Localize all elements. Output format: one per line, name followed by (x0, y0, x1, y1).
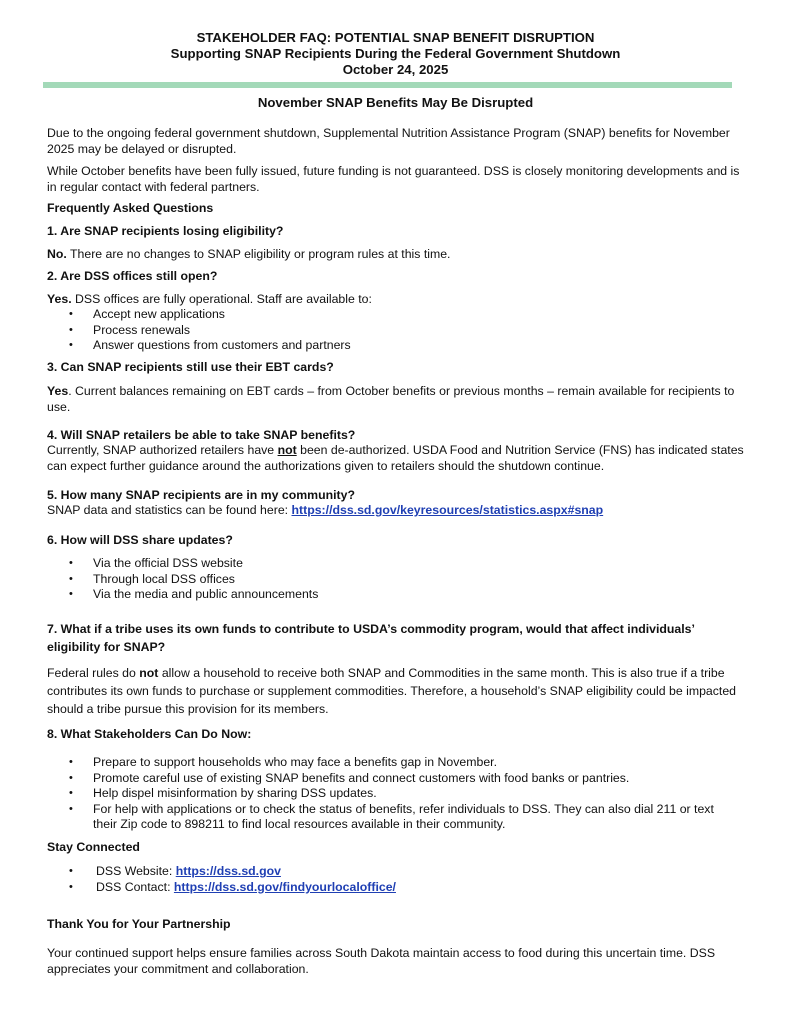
answer-lead: Yes (47, 384, 69, 398)
answer-lead: No. (47, 247, 67, 261)
document-title: STAKEHOLDER FAQ: POTENTIAL SNAP BENEFIT DISRUPTION (196, 30, 595, 45)
answer-text: There are no changes to SNAP eligibility or program rules at this time. (66, 247, 451, 261)
answer-text: . Current balances remaining on EBT cards – from October benefits or previous months – remain available for recipients to use. (47, 384, 735, 414)
document-date: October 24, 2025 (342, 62, 449, 77)
faq-answer-7 (47, 664, 747, 718)
faq-question-2: 2. Are DSS offices still open? (47, 269, 218, 283)
faq-answer-3 (47, 384, 747, 415)
faq-question-5: 5. How many SNAP recipients are in my community? (47, 488, 355, 502)
closing-heading: Thank You for Your Partnership (47, 917, 231, 931)
answer-text: been de-authorized. USDA Food and Nutrition Service (FNS) has indicated states can expect further guidance around the authorizations given to retailers should the shutdown continue. (47, 443, 744, 473)
list-item: • Via the media and public announcements (47, 587, 747, 603)
answer-text: DSS offices are fully operational. Staff are available to: (71, 292, 372, 306)
list-item: • Via the official DSS website (47, 556, 747, 572)
faq-question-3: 3. Can SNAP recipients still use their EBT cards? (47, 360, 334, 374)
faq-heading: Frequently Asked Questions (47, 201, 214, 215)
contact-item-website (47, 864, 747, 880)
contact-list (47, 864, 747, 895)
faq-answer-1 (47, 247, 747, 263)
contact-label: DSS Website: (96, 864, 176, 878)
closing-text: Your continued support helps ensure families across South Dakota maintain access to food during this uncertain time. DSS appreciates your commitment and collaboration. (47, 946, 716, 976)
faq-answer-2 (47, 292, 747, 308)
dss-contact-link[interactable]: https://dss.sd.gov/findyourlocaloffice/ (173, 879, 396, 894)
faq-6-bullet-list (47, 556, 747, 603)
list-item: • Process renewals (47, 323, 747, 339)
dss-website-link[interactable]: https://dss.sd.gov (175, 864, 281, 878)
intro-paragraph-1: Due to the ongoing federal government shutdown, Supplemental Nutrition Assistance Program (SNAP) benefits for November 2025 may be delayed or disrupted. (47, 126, 730, 156)
answer-text: allow a household to receive both SNAP and Commodities in the same month. This is also true if a tribe contributes its own funds to purchase or supplement commodities. Therefore, a household’s SNAP eligibility could be impacted should a tribe pursue this provision for its members. (47, 666, 737, 716)
list-item: • Help dispel misinformation by sharing DSS updates. (47, 786, 737, 802)
contact-label: DSS Contact: (96, 879, 174, 894)
section-title: November SNAP Benefits May Be Disrupted (257, 95, 534, 110)
intro-paragraph-2: While October benefits have been fully issued, future funding is not guaranteed. DSS is closely monitoring developments and is in regular contact with federal partners. (47, 164, 740, 194)
stay-connected-heading: Stay Connected (47, 840, 140, 854)
stakeholder-actions-list (47, 755, 737, 833)
header-divider-bar (43, 82, 732, 88)
list-item: • Accept new applications (47, 307, 747, 323)
answer-emphasis: not (139, 666, 159, 680)
list-item: • Prepare to support households who may face a benefits gap in November. (47, 755, 737, 771)
faq-question-7: 7. What if a tribe uses its own funds to contribute to USDA’s commodity program, would that affect individuals’ eligibility for SNAP? (47, 622, 695, 654)
document-subtitle: Supporting SNAP Recipients During the Federal Government Shutdown (170, 46, 621, 61)
list-item: • Promote careful use of existing SNAP benefits and connect customers with food banks or pantries. (47, 771, 737, 787)
answer-text: Currently, SNAP authorized retailers have (47, 443, 278, 457)
statistics-link[interactable]: https://dss.sd.gov/keyresources/statistics.aspx#snap (291, 503, 604, 517)
list-item: • Through local DSS offices (47, 572, 747, 588)
answer-lead: Yes. (47, 292, 72, 306)
answer-text: SNAP data and statistics can be found here: (47, 503, 292, 517)
faq-question-4: 4. Will SNAP retailers be able to take SNAP benefits? (47, 428, 356, 442)
answer-emphasis: not (277, 443, 297, 457)
faq-2-bullet-list (47, 307, 747, 354)
faq-question-6: 6. How will DSS share updates? (47, 533, 233, 547)
contact-item-office (47, 880, 747, 896)
list-item: • For help with applications or to check the status of benefits, refer individuals to DSS. They can also dial 211 or text their Zip code to 898211 to find local resources available in their community. (47, 802, 737, 833)
faq-question-8: 8. What Stakeholders Can Do Now: (47, 727, 252, 741)
faq-answer-4 (47, 443, 747, 474)
faq-question-1: 1. Are SNAP recipients losing eligibility? (47, 224, 284, 238)
list-item: • Answer questions from customers and partners (47, 338, 747, 354)
answer-text: Federal rules do (47, 666, 140, 680)
faq-answer-5 (47, 503, 747, 519)
